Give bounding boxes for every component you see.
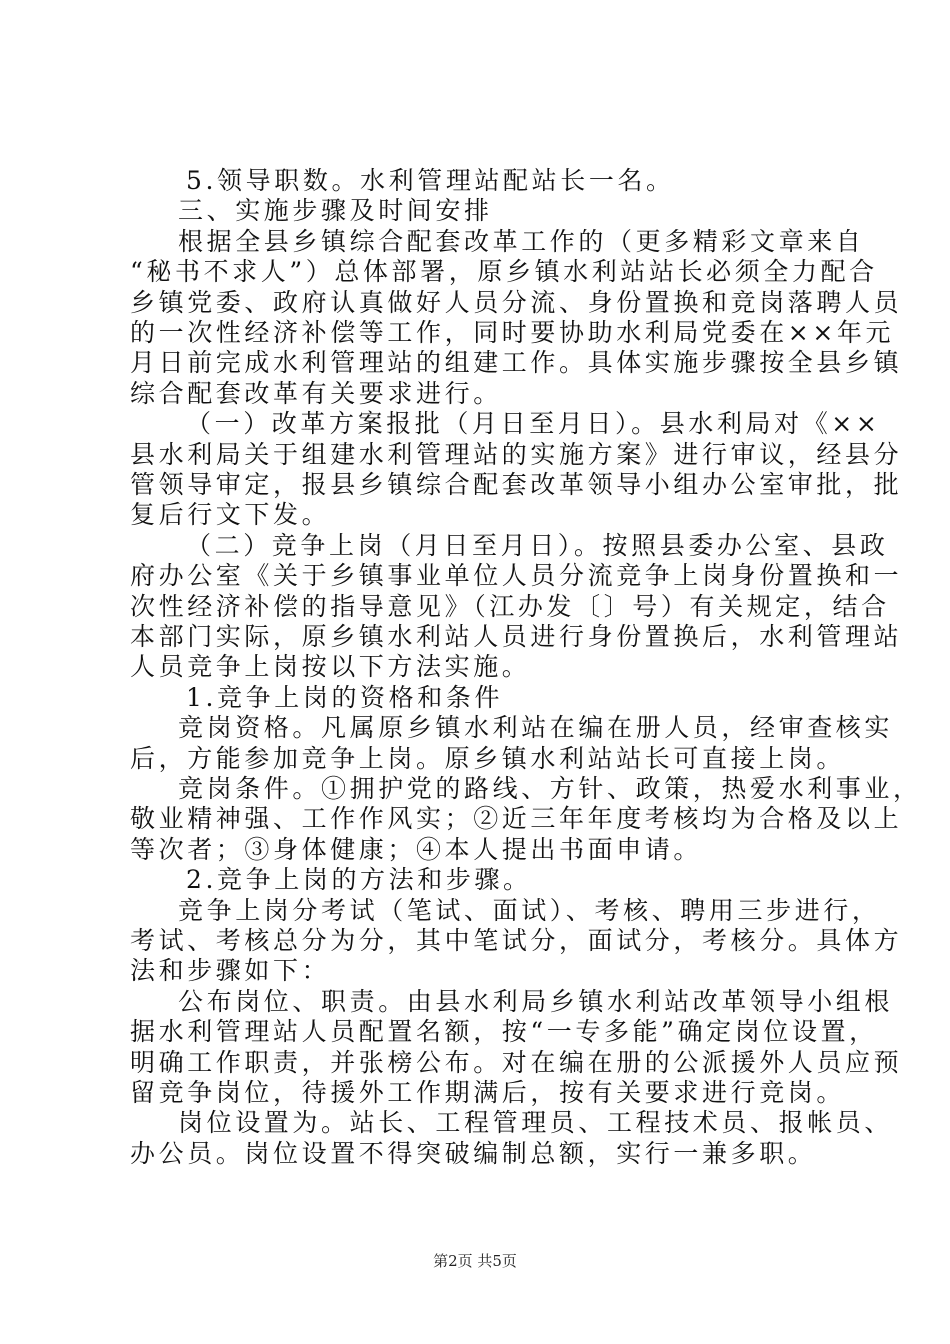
- paragraph-line: 明确工作职责，并张榜公布。对在编在册的公派援外人员应预: [130, 1047, 903, 1077]
- paragraph-line: 的一次性经济补偿等工作，同时要协助水利局党委在××年元: [130, 318, 895, 347]
- paragraph-line: 后，方能参加竞争上岗。原乡镇水利站站长可直接上岗。: [130, 743, 846, 773]
- paragraph-line: 岗位设置为。站长、工程管理员、工程技术员、报帐员、: [178, 1108, 894, 1138]
- paragraph-line: 月日前完成水利管理站的组建工作。具体实施步骤按全县乡镇: [130, 348, 903, 378]
- paragraph-line: “秘书不求人”）总体部署，原乡镇水利站站长必须全力配合: [130, 257, 878, 287]
- paragraph-line: 考试、考核总分为分，其中笔试分，面试分，考核分。具体方: [130, 926, 903, 955]
- paragraph-line: （一）改革方案报批（月日至月日）。县水利局对《××: [186, 409, 881, 439]
- paragraph-line: （二）竞争上岗（月日至月日）。按照县委办公室、县政: [186, 530, 889, 560]
- section-heading: 2.竞争上岗的方法和步骤。: [186, 865, 532, 895]
- paragraph-line: 府办公室《关于乡镇事业单位人员分流竞争上岗身份置换和一: [130, 561, 903, 591]
- paragraph-line: 综合配套改革有关要求进行。: [130, 378, 502, 408]
- paragraph-line: 人员竞争上岗按以下方法实施。: [130, 652, 531, 682]
- paragraph-line: 法和步骤如下：: [130, 956, 331, 986]
- section-heading: 1.竞争上岗的资格和条件: [186, 682, 504, 712]
- page-number-footer: 第2页 共5页: [433, 1252, 517, 1270]
- paragraph-line: 县水利局关于组建水利管理站的实施方案》进行审议，经县分: [130, 439, 903, 469]
- paragraph-line: 本部门实际，原乡镇水利站人员进行身份置换后，水利管理站: [130, 622, 903, 651]
- paragraph-line: 乡镇党委、政府认真做好人员分流、身份置换和竞岗落聘人员: [130, 287, 903, 317]
- section-heading: 三、实施步骤及时间安排: [178, 196, 493, 226]
- paragraph-line: 据水利管理站人员配置名额，按“一专多能”确定岗位设置，: [130, 1017, 878, 1047]
- paragraph-line: 等次者；③身体健康；④本人提出书面申请。: [130, 834, 703, 864]
- paragraph-line: 5.领导职数。水利管理站配站长一名。: [186, 166, 675, 195]
- paragraph-line: 复后行文下发。: [130, 500, 331, 530]
- paragraph-line: 敬业精神强、工作作风实；②近三年年度考核均为合格及以上: [130, 804, 903, 834]
- paragraph-line: 次性经济补偿的指导意见》（江办发〔〕号）有关规定，结合: [130, 591, 890, 621]
- paragraph-line: 管领导审定，报县乡镇综合配套改革领导小组办公室审批，批: [130, 470, 903, 499]
- paragraph-line: 竞岗资格。凡属原乡镇水利站在编在册人员，经审查核实: [178, 713, 894, 743]
- paragraph-line: 留竞争岗位，待援外工作期满后，按有关要求进行竞岗。: [130, 1078, 846, 1107]
- paragraph-line: 竞岗条件。①拥护党的路线、方针、政策，热爱水利事业，: [178, 774, 922, 803]
- paragraph-line: 办公员。岗位设置不得突破编制总额，实行一兼多职。: [130, 1138, 817, 1168]
- paragraph-line: 公布岗位、职责。由县水利局乡镇水利站改革领导小组根: [178, 986, 894, 1016]
- paragraph-line: 根据全县乡镇综合配套改革工作的（更多精彩文章来自: [178, 226, 865, 256]
- paragraph-line: 竞争上岗分考试（笔试、面试）、考核、聘用三步进行，: [178, 895, 881, 925]
